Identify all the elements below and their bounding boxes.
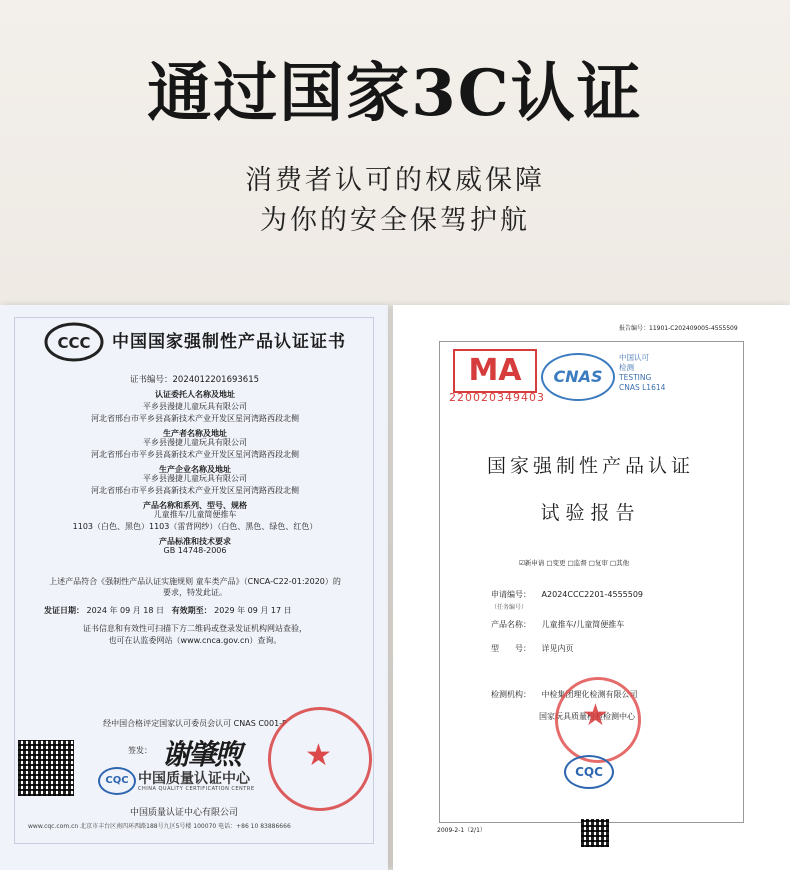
certificate-number: 证书编号：2024012201693615 xyxy=(130,375,260,385)
company-name: 中国质量认证中心有限公司 xyxy=(130,808,239,818)
valid-label: 有效期至： xyxy=(171,606,212,615)
certificate-line: 平乡县漫捷儿童玩具有限公司 xyxy=(143,438,247,447)
apply-number: A2024CCC2201-4555509 xyxy=(541,590,644,599)
cqc-org-name: 中国质量认证中心 xyxy=(138,771,250,787)
issue-date-row xyxy=(44,605,292,616)
cma-number: 220020349403 xyxy=(449,391,545,404)
report-number: 报告编号：11901-C2024090​05-4555509 xyxy=(619,325,738,332)
conform-line-1: 上述产品符合《强制性产品认证实施规则 童车类产品》（CNCA-C22-01:2020）的 xyxy=(49,577,341,586)
seal-star-icon: ★ xyxy=(582,698,609,733)
qr-code-icon xyxy=(18,740,74,796)
cnas-side-line: TESTING xyxy=(619,373,652,382)
certificate-section-heading: 认证委托人名称及地址 xyxy=(155,390,235,399)
lab-label: 检测机构： xyxy=(491,690,531,699)
signature: 谢肇煦 xyxy=(162,738,241,771)
certificate-line: 河北省邢台市平乡县高新技术产业开发区星河湾路西段北侧 xyxy=(91,414,299,423)
apply-number-row xyxy=(491,589,643,600)
sign-label: 签发： xyxy=(128,746,152,755)
issue-label: 发证日期： xyxy=(44,606,84,615)
certificate-line: 1103（白色、黑色）1103（雷背网纱）（白色、黑色、绿色、红色） xyxy=(72,522,318,531)
model-row xyxy=(491,643,574,654)
qr-code-icon xyxy=(581,819,609,847)
certificate-footer: www.cqc.com.cn 北京市丰台区南四环西路188号九区5号楼 100070 电话：+86 10 83886666 xyxy=(28,823,291,830)
lab-name-1: 中检集团理化检测有限公司 xyxy=(541,690,638,699)
certificate-line: 平乡县漫捷儿童玩具有限公司 xyxy=(143,474,247,483)
approval-line: 经中国合格评定国家认可委员会认可 CNAS C001-P xyxy=(103,719,287,728)
hero-subtitle-1: 消费者认可的权威保障 xyxy=(245,165,545,196)
product-name: 儿童推车/儿童简便推车 xyxy=(541,620,625,629)
red-seal-stamp xyxy=(555,677,641,763)
certificate-line: 平乡县漫捷儿童玩具有限公司 xyxy=(143,402,247,411)
certificate-line: 儿童推车/儿童简便推车 xyxy=(153,510,237,519)
info-line-1: 证书信息和有效性可扫描下方二维码或登录发证机构网站查验， xyxy=(83,624,307,633)
certificate-line: 河北省邢台市平乡县高新技术产业开发区星河湾路西段北侧 xyxy=(91,450,299,459)
ccc-certificate xyxy=(0,305,388,870)
certificate-section-heading: 生产企业名称及地址 xyxy=(159,465,231,474)
valid-date: 2029 年 09 月 17 日 xyxy=(214,606,292,615)
certificate-line: GB 14748-2006 xyxy=(163,546,227,555)
task-number-label: （任务编号） xyxy=(491,604,528,611)
cqc-logo-icon: CQC xyxy=(98,767,136,795)
certificate-title: 中国国家强制性产品认证证书 xyxy=(112,332,346,352)
product-label: 产品名称： xyxy=(491,620,531,629)
ccc-logo-icon xyxy=(44,322,104,362)
cnas-side-text xyxy=(619,353,665,393)
hero-title: 通过国家3C认证 xyxy=(147,56,643,131)
report-title: 国家强制性产品认证 xyxy=(486,455,694,477)
conform-line-2: 要求，特发此证。 xyxy=(163,588,227,597)
certificate-section-heading: 产品标准和技术要求 xyxy=(159,537,231,546)
cqc-logo-icon: CQC xyxy=(564,755,614,789)
red-seal-stamp xyxy=(268,707,372,811)
cnas-logo-icon: CNAS xyxy=(541,353,615,401)
report-date: 2009-2-1（2/1） xyxy=(437,827,486,834)
issue-date: 2024 年 09 月 18 日 xyxy=(86,606,164,615)
cnas-side-line: 检测 xyxy=(619,363,634,372)
report-type-checkboxes: ☑新申请 □变更 □监督 □复审 □其他 xyxy=(519,559,630,567)
product-row xyxy=(491,619,624,630)
hero-subtitle-2: 为你的安全保驾护航 xyxy=(260,205,530,236)
certificate-line: 河北省邢台市平乡县高新技术产业开发区星河湾路西段北侧 xyxy=(91,486,299,495)
apply-number-label: 申请编号： xyxy=(491,590,531,599)
ccc-logo-text: CCC xyxy=(57,334,91,352)
lab-name-2: 国家玩具质量检验检测中心 xyxy=(539,712,635,721)
cnas-side-line: 中国认可 xyxy=(619,353,649,362)
certificate-section-heading: 生产者名称及地址 xyxy=(163,429,227,438)
cqc-org-english: CHINA QUALITY CERTIFICATION CENTRE xyxy=(138,786,255,792)
test-report xyxy=(393,305,790,870)
cma-logo-icon: MA xyxy=(453,349,537,393)
certificate-section-heading: 产品名称和系列、型号、规格 xyxy=(143,501,247,510)
model-value: 详见内页 xyxy=(541,644,574,653)
seal-star-icon: ★ xyxy=(305,738,332,773)
cnas-side-line: CNAS L1614 xyxy=(619,383,666,392)
info-line-2: 也可在认监委网站（www.cnca.gov.cn）查询。 xyxy=(108,636,282,645)
report-subtitle: 试验报告 xyxy=(540,502,641,524)
model-label: 型 号： xyxy=(491,644,531,653)
